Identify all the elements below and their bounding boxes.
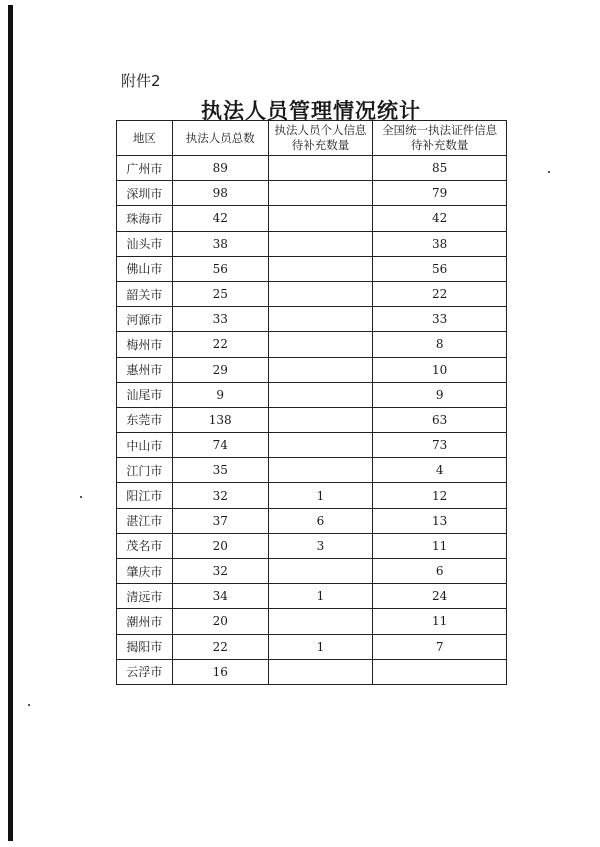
region-cell: 肇庆市 xyxy=(117,559,173,584)
personal-pending-cell xyxy=(268,156,373,181)
region-cell: 佛山市 xyxy=(117,256,173,281)
personal-pending-cell xyxy=(268,256,373,281)
table-row xyxy=(117,659,507,684)
cert-pending-cell: 33 xyxy=(373,307,507,332)
table-row xyxy=(117,433,507,458)
total-cell: 138 xyxy=(172,407,268,432)
region-cell: 揭阳市 xyxy=(117,634,173,659)
total-cell: 25 xyxy=(172,281,268,306)
total-cell: 56 xyxy=(172,256,268,281)
personal-pending-cell: 6 xyxy=(268,508,373,533)
cert-pending-cell: 73 xyxy=(373,433,507,458)
region-cell: 惠州市 xyxy=(117,357,173,382)
personal-pending-cell xyxy=(268,559,373,584)
header-cert-pending xyxy=(373,121,507,156)
personal-pending-cell xyxy=(268,206,373,231)
table-row xyxy=(117,181,507,206)
table-row xyxy=(117,634,507,659)
scan-speck xyxy=(28,704,30,706)
statistics-table xyxy=(116,120,507,685)
total-cell: 33 xyxy=(172,307,268,332)
total-cell: 35 xyxy=(172,458,268,483)
total-cell: 89 xyxy=(172,156,268,181)
region-cell: 珠海市 xyxy=(117,206,173,231)
cert-pending-cell: 56 xyxy=(373,256,507,281)
attachment-label: 附件2 xyxy=(121,72,161,90)
header-text: 执法人员总数 xyxy=(185,130,255,145)
header-text: 地区 xyxy=(132,130,156,145)
header-text: 待补充数量 xyxy=(291,138,350,152)
table-row xyxy=(117,559,507,584)
header-row xyxy=(117,121,507,156)
personal-pending-cell xyxy=(268,231,373,256)
scan-speck xyxy=(80,496,82,498)
total-cell: 98 xyxy=(172,181,268,206)
personal-pending-cell: 1 xyxy=(268,584,373,609)
cert-pending-cell: 42 xyxy=(373,206,507,231)
personal-pending-cell: 3 xyxy=(268,533,373,558)
table-row xyxy=(117,458,507,483)
cert-pending-cell: 22 xyxy=(373,281,507,306)
table-row xyxy=(117,407,507,432)
total-cell: 32 xyxy=(172,483,268,508)
total-cell: 37 xyxy=(172,508,268,533)
region-cell: 茂名市 xyxy=(117,533,173,558)
region-cell: 云浮市 xyxy=(117,659,173,684)
cert-pending-cell: 11 xyxy=(373,609,507,634)
total-cell: 42 xyxy=(172,206,268,231)
personal-pending-cell xyxy=(268,357,373,382)
header-total xyxy=(172,121,268,156)
region-cell: 广州市 xyxy=(117,156,173,181)
personal-pending-cell xyxy=(268,458,373,483)
personal-pending-cell xyxy=(268,407,373,432)
cert-pending-cell: 7 xyxy=(373,634,507,659)
region-cell: 江门市 xyxy=(117,458,173,483)
total-cell: 20 xyxy=(172,609,268,634)
region-cell: 汕头市 xyxy=(117,231,173,256)
personal-pending-cell xyxy=(268,382,373,407)
total-cell: 74 xyxy=(172,433,268,458)
region-cell: 河源市 xyxy=(117,307,173,332)
table-row xyxy=(117,382,507,407)
region-cell: 中山市 xyxy=(117,433,173,458)
cert-pending-cell: 4 xyxy=(373,458,507,483)
personal-pending-cell xyxy=(268,659,373,684)
header-text: 待补充数量 xyxy=(410,138,469,152)
region-cell: 韶关市 xyxy=(117,281,173,306)
region-cell: 湛江市 xyxy=(117,508,173,533)
table-row xyxy=(117,357,507,382)
header-region xyxy=(117,121,173,156)
cert-pending-cell: 6 xyxy=(373,559,507,584)
total-cell: 38 xyxy=(172,231,268,256)
table-row xyxy=(117,533,507,558)
total-cell: 29 xyxy=(172,357,268,382)
cert-pending-cell: 11 xyxy=(373,533,507,558)
table-row xyxy=(117,206,507,231)
table-row xyxy=(117,584,507,609)
total-cell: 34 xyxy=(172,584,268,609)
total-cell: 9 xyxy=(172,382,268,407)
total-cell: 22 xyxy=(172,634,268,659)
cert-pending-cell: 24 xyxy=(373,584,507,609)
cert-pending-cell: 9 xyxy=(373,382,507,407)
table-row xyxy=(117,332,507,357)
table-row xyxy=(117,156,507,181)
table-row xyxy=(117,231,507,256)
table-row xyxy=(117,483,507,508)
cert-pending-cell: 12 xyxy=(373,483,507,508)
header-text: 执法人员个人信息 xyxy=(274,123,367,137)
table-row xyxy=(117,281,507,306)
cert-pending-cell: 13 xyxy=(373,508,507,533)
personal-pending-cell xyxy=(268,307,373,332)
scan-speck xyxy=(548,171,550,173)
personal-pending-cell xyxy=(268,609,373,634)
region-cell: 潮州市 xyxy=(117,609,173,634)
personal-pending-cell xyxy=(268,433,373,458)
table-row xyxy=(117,256,507,281)
cert-pending-cell: 38 xyxy=(373,231,507,256)
cert-pending-cell: 10 xyxy=(373,357,507,382)
region-cell: 梅州市 xyxy=(117,332,173,357)
header-personal-pending xyxy=(268,121,373,156)
total-cell: 32 xyxy=(172,559,268,584)
table-row xyxy=(117,307,507,332)
region-cell: 汕尾市 xyxy=(117,382,173,407)
scan-edge-bar xyxy=(8,5,13,841)
region-cell: 东莞市 xyxy=(117,407,173,432)
personal-pending-cell xyxy=(268,281,373,306)
cert-pending-cell: 85 xyxy=(373,156,507,181)
table-row xyxy=(117,508,507,533)
region-cell: 阳江市 xyxy=(117,483,173,508)
personal-pending-cell xyxy=(268,332,373,357)
cert-pending-cell: 63 xyxy=(373,407,507,432)
total-cell: 16 xyxy=(172,659,268,684)
personal-pending-cell: 1 xyxy=(268,483,373,508)
personal-pending-cell xyxy=(268,181,373,206)
header-text: 全国统一执法证件信息 xyxy=(382,123,498,137)
cert-pending-cell: 79 xyxy=(373,181,507,206)
total-cell: 22 xyxy=(172,332,268,357)
region-cell: 清远市 xyxy=(117,584,173,609)
total-cell: 20 xyxy=(172,533,268,558)
personal-pending-cell: 1 xyxy=(268,634,373,659)
table-row xyxy=(117,609,507,634)
page-title: 执法人员管理情况统计 xyxy=(201,98,421,123)
cert-pending-cell: 8 xyxy=(373,332,507,357)
cert-pending-cell xyxy=(373,659,507,684)
region-cell: 深圳市 xyxy=(117,181,173,206)
